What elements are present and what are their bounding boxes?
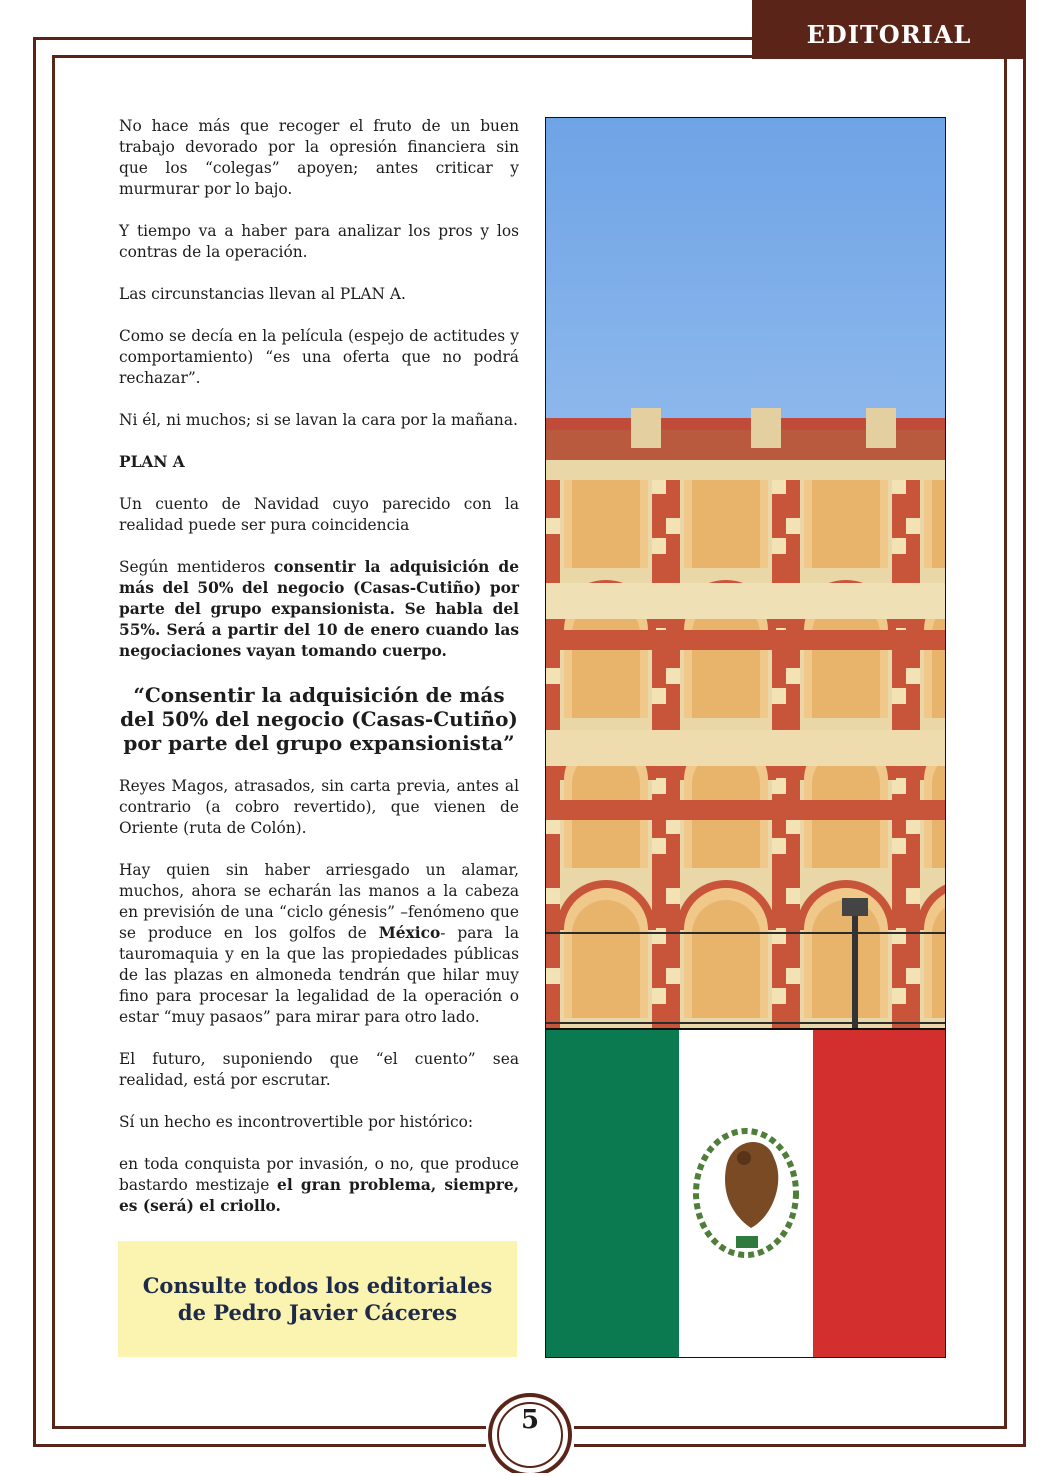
paragraph: Sí un hecho es incontrovertible por histórico: xyxy=(119,1113,474,1131)
paragraph-bold: consentir la adquisición de más del 50% del negocio (Casas-Cutiño) por parte del grupo expansionista. Se habla del 55%. Será a partir del 10 de enero cuando las negociaciones vayan tomando cuerpo. xyxy=(119,558,519,660)
paragraph: Las circunstancias llevan al PLAN A. xyxy=(119,285,406,303)
arcade-middle xyxy=(546,650,945,800)
paragraph: El futuro, suponiendo que “el cuento” sea realidad, está por escrutar. xyxy=(119,1050,519,1089)
paragraph xyxy=(119,557,519,662)
editorials-link-text xyxy=(143,1272,493,1326)
paragraph-lead: Según mentideros xyxy=(119,558,274,576)
sky xyxy=(546,118,945,428)
arcade-lower xyxy=(546,820,945,1030)
section-heading xyxy=(119,452,519,473)
balustrade-upper xyxy=(546,583,945,619)
editorials-link[interactable] xyxy=(118,1241,517,1357)
paragraph-text: en toda conquista por invasión, o no, que produce bastardo mestizaje xyxy=(119,1155,519,1194)
article-body xyxy=(119,116,519,1238)
paragraph-bold: el gran problema, siempre, es (será) el criollo. xyxy=(119,1176,519,1215)
band xyxy=(546,630,945,650)
cornice xyxy=(546,460,945,480)
paragraph-text: Hay quien sin haber arriesgado un alamar, muchos, ahora se echarán las manos a la cabeza en previsión de una “ciclo génesis” –fenómeno que se produce en los golfos de xyxy=(119,861,519,942)
editorials-link-line2: de Pedro Javier Cáceres xyxy=(177,1300,458,1325)
editorials-link-line1: Consulte todos los editoriales xyxy=(142,1273,493,1298)
paragraph xyxy=(119,860,519,1028)
paragraph: No hace más que recoger el fruto de un buen trabajo devorado por la opresión financiera sin que los “colegas” apoyen; antes criticar y murmurar por lo bajo. xyxy=(119,117,519,198)
paragraph: Y tiempo va a haber para analizar los pros y los contras de la operación. xyxy=(119,222,519,261)
paragraph-text: - para la tauromaquia y en la que las propiedades públicas de las plazas en almoneda tendrán que hilar muy fino para procesar la legalidad de la operación o estar “muy pasaos” para mirar para otro lado. xyxy=(119,924,519,1026)
bullring-photo xyxy=(546,118,945,1357)
photo-panel xyxy=(545,117,946,1358)
mexican-flag xyxy=(546,1030,945,1357)
page-number: 5 xyxy=(520,1405,540,1435)
paragraph: Reyes Magos, atrasados, sin carta previa, antes al contrario (a cobro revertido), que vienen de Oriente (ruta de Colón). xyxy=(119,777,519,837)
paragraph: Como se decía en la película (espejo de actitudes y comportamiento) “es una oferta que no podrá rechazar”. xyxy=(119,327,519,387)
balustrade-middle xyxy=(546,730,945,766)
band xyxy=(546,800,945,820)
section-tab: EDITORIAL xyxy=(752,0,1026,59)
section-heading-text: PLAN A xyxy=(119,453,185,471)
paragraph: Un cuento de Navidad cuyo parecido con la realidad puede ser pura coincidencia xyxy=(119,495,519,534)
paragraph-bold: México xyxy=(378,924,441,942)
paragraph: Ni él, ni muchos; si se lavan la cara por la mañana. xyxy=(119,411,518,429)
paragraph xyxy=(119,1154,519,1217)
pull-quote: “Consentir la adquisición de más del 50% del negocio (Casas-Cutiño) por parte del grupo expansionista” xyxy=(120,683,518,755)
